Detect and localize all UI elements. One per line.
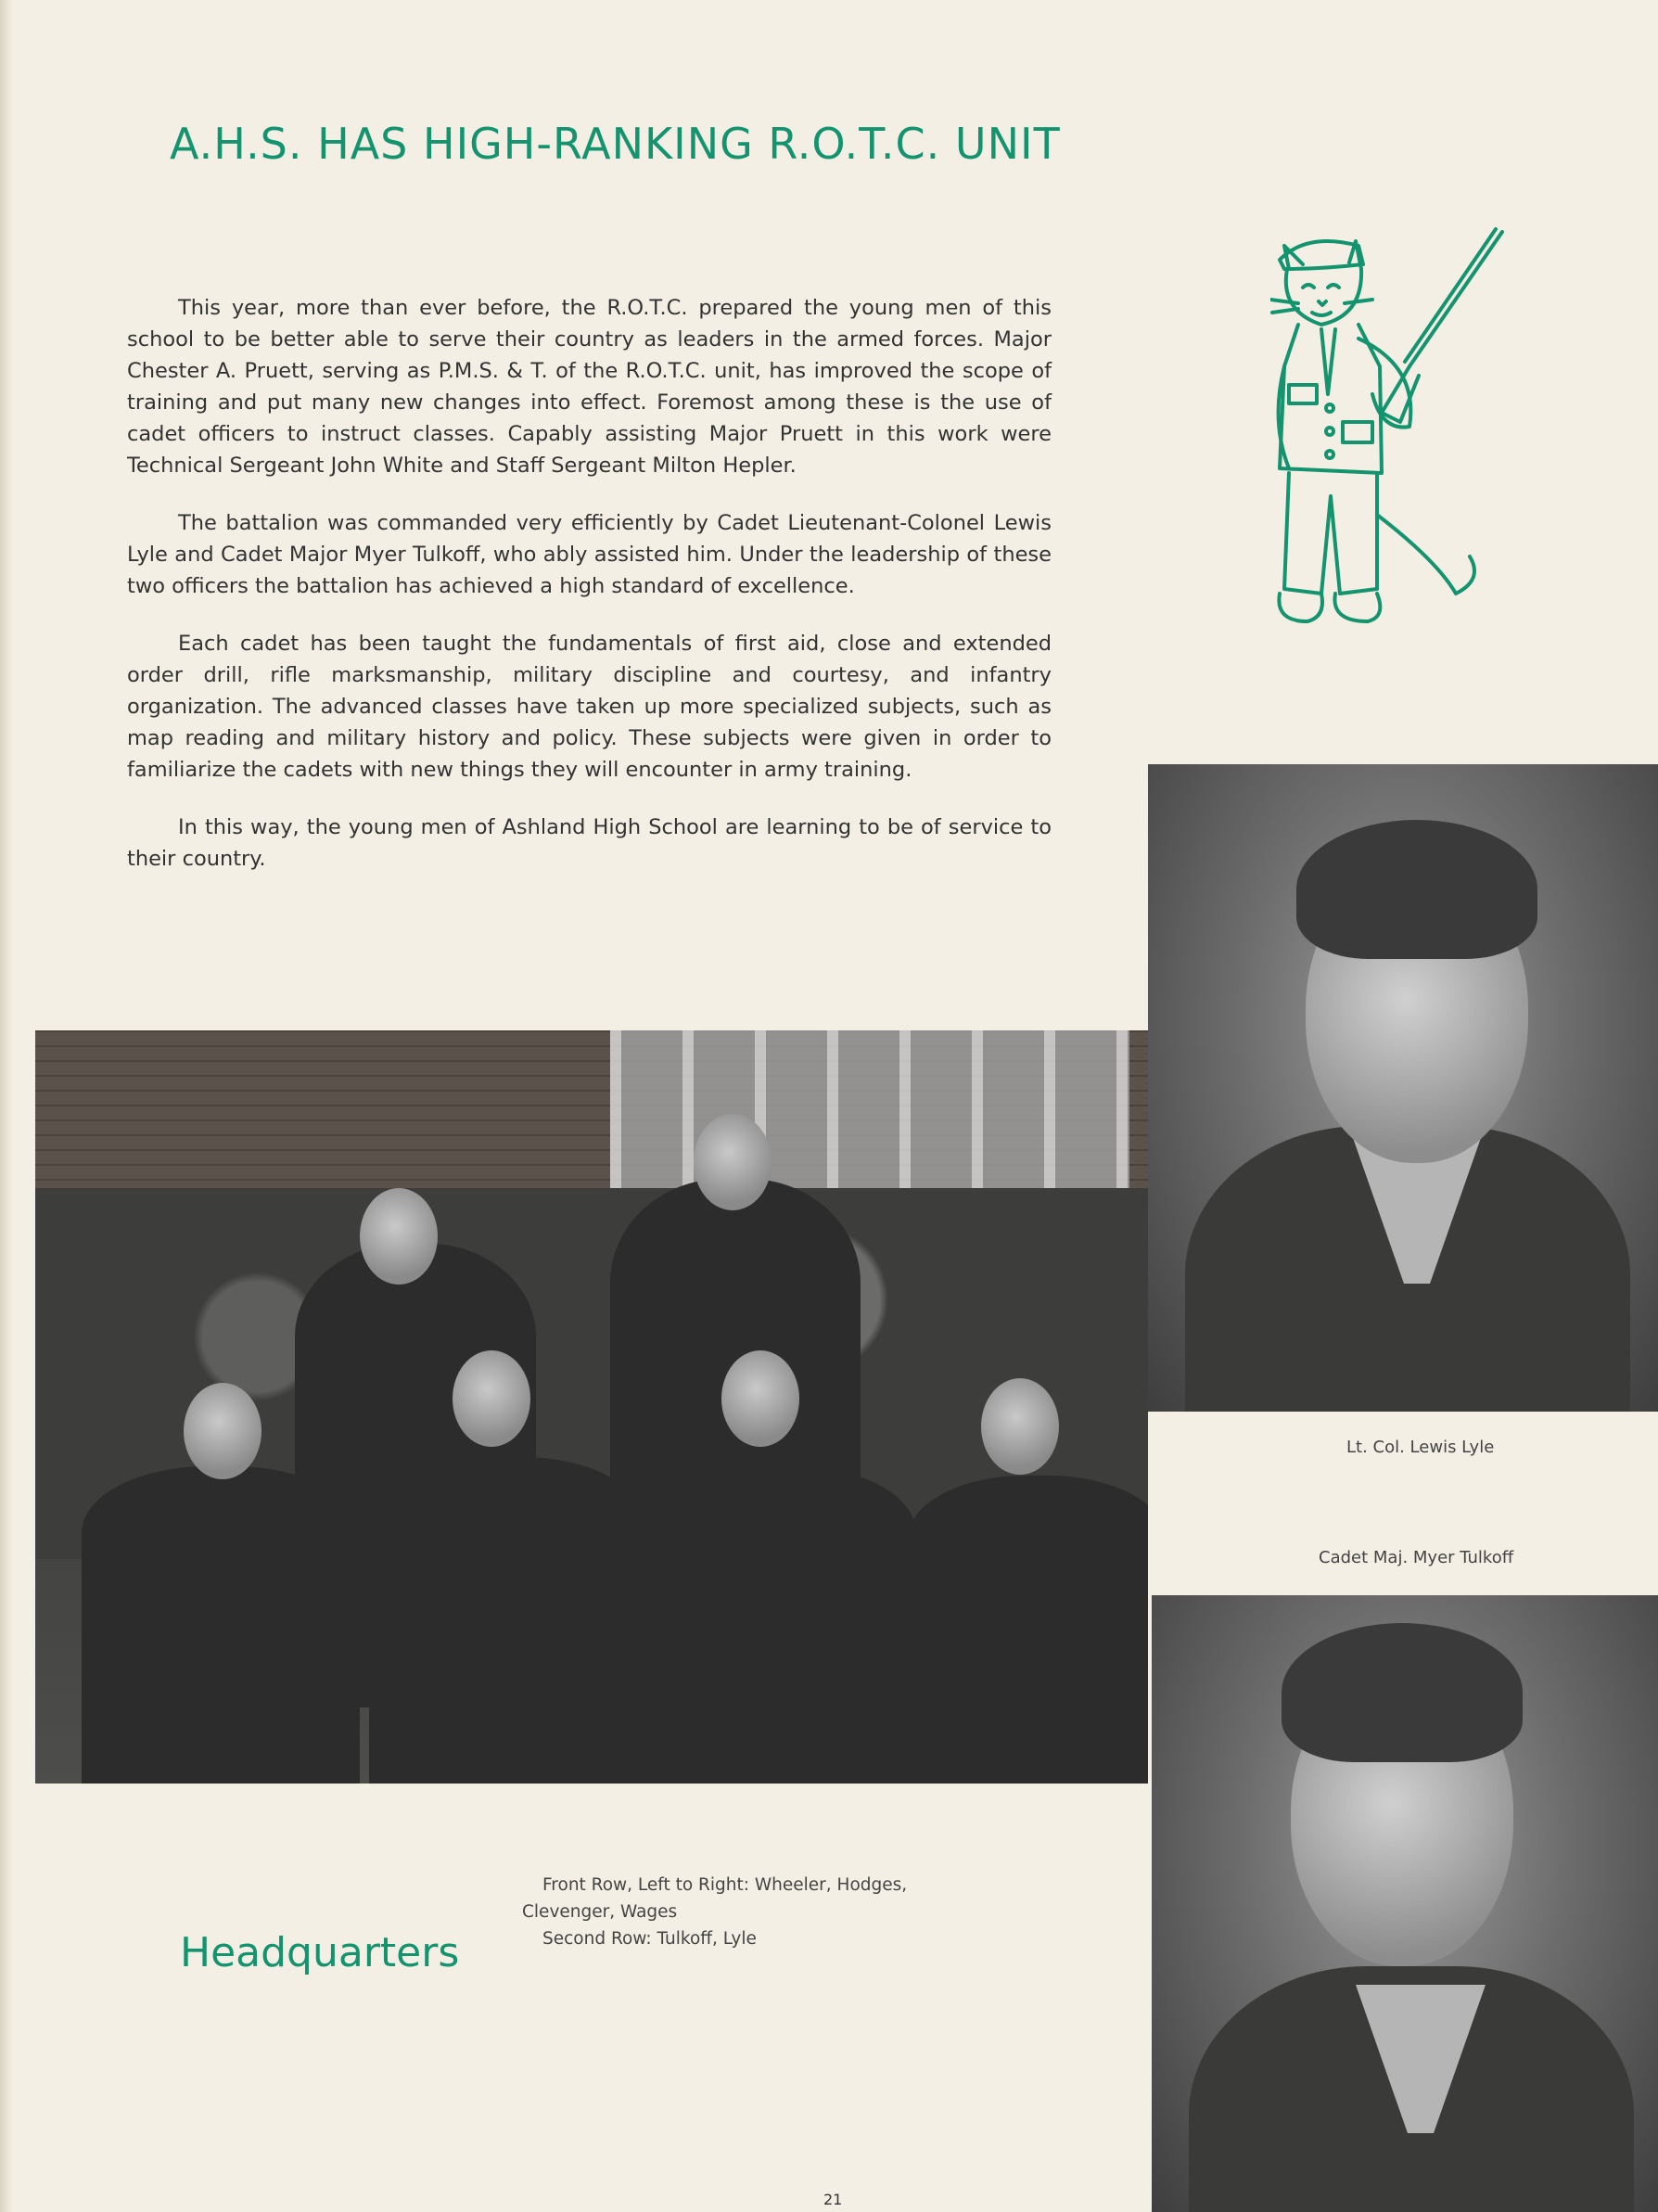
seated-cadet: [907, 1476, 1148, 1784]
paragraph: In this way, the young men of Ashland High School are learning to be of service to their country.: [127, 815, 1052, 871]
paragraph: Each cadet has been taught the fundamentals of first aid, close and extended order drill, rifle marksmanship, military discipline and courtesy, and infantry organization. The advanced classes have taken up more specialized subjects, such as map reading and military history and policy. These subjects were given in order to familiarize the cadets with new things they will encounter in army training.: [127, 632, 1052, 782]
cat-soldier-with-rifle-icon: [1270, 227, 1511, 635]
section-heading: Headquarters: [180, 1929, 460, 1976]
article-body: [127, 292, 1052, 901]
seated-cadet: [369, 1457, 647, 1784]
seated-cadet: [82, 1466, 360, 1784]
portrait-tulkoff: [1152, 1595, 1658, 2212]
cadet-head: [184, 1383, 261, 1479]
seated-cadet: [647, 1466, 916, 1784]
paragraph: This year, more than ever before, the R.O.T.C. prepared the young men of this school to be better able to serve their country as leaders in the armed forces. Major Chester A. Pruett, serving as P.M.S. & T. of the R.O.T.C. unit, has improved the scope of training and put many new changes into effect. Foremost among these is the use of cadet officers to instruct classes. Capably assisting Major Pruett in this work were Technical Sergeant John White and Staff Sergeant Milton Hepler.: [127, 296, 1052, 478]
hair: [1296, 820, 1537, 959]
cadet-head: [453, 1350, 530, 1447]
group-photo-caption: [522, 1872, 986, 1952]
caption-second-row: Second Row: Tulkoff, Lyle: [542, 1929, 757, 1949]
portrait-caption: Lt. Col. Lewis Lyle: [1346, 1438, 1495, 1457]
page-title: A.H.S. HAS HIGH-RANKING R.O.T.C. UNIT: [170, 119, 1061, 169]
cadet-head: [694, 1114, 772, 1210]
portrait-caption: Cadet Maj. Myer Tulkoff: [1319, 1548, 1514, 1567]
cadet-head: [360, 1188, 438, 1285]
paragraph: The battalion was commanded very efficiently by Cadet Lieutenant-Colonel Lewis Lyle and Cadet Major Myer Tulkoff, who ably assisted him. Under the leadership of these two officers the battalion has achieved a high standard of excellence.: [127, 511, 1052, 598]
group-photo: [35, 1030, 1148, 1784]
page-number: 21: [823, 2191, 843, 2208]
page-edge: [0, 0, 13, 2212]
cadet-head: [981, 1378, 1059, 1475]
portrait-lyle: [1148, 764, 1658, 1412]
hair: [1282, 1623, 1523, 1762]
cadet-head: [721, 1350, 799, 1447]
caption-front-row: Front Row, Left to Right: Wheeler, Hodges, Clevenger, Wages: [522, 1875, 908, 1922]
